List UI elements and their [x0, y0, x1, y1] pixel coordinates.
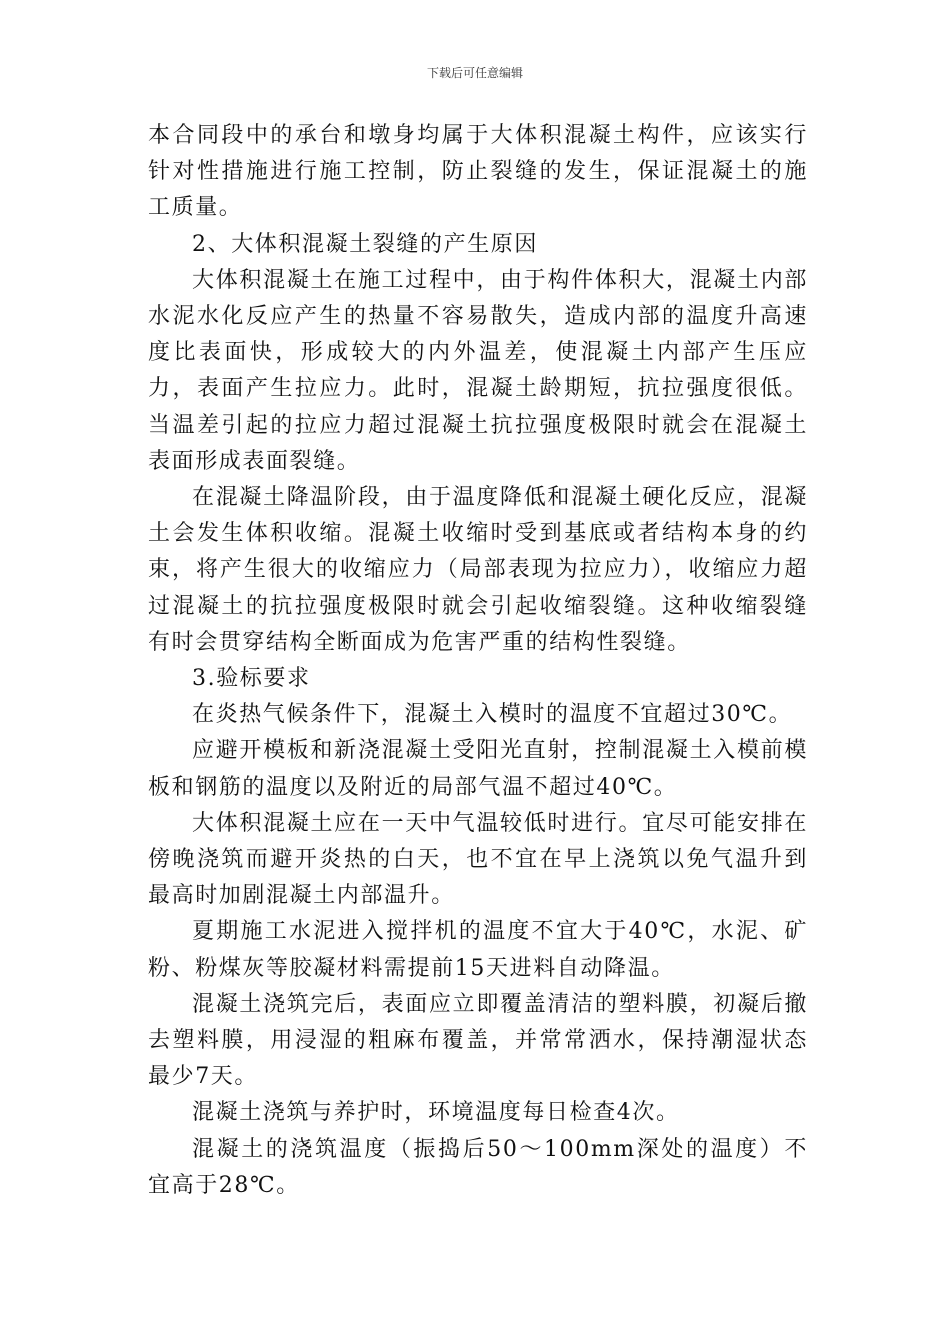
page-header: 下载后可任意编辑: [426, 66, 523, 80]
paragraph-cement-temperature: 夏期施工水泥进入搅拌机的温度不宜大于40℃，水泥、矿粉、粉煤灰等胶凝材料需提前15天进料自动降温。: [148, 919, 808, 981]
paragraph-temperature-checks: 混凝土浇筑与养护时，环境温度每日检查4次。: [192, 1100, 680, 1126]
paragraph-hot-weather-temperature: 在炎热气候条件下，混凝土入模时的温度不宜超过30℃。: [192, 702, 793, 728]
section-heading-acceptance-requirements: 3.验标要求: [192, 666, 311, 692]
paragraph-surface-cracks: 大体积混凝土在施工过程中，由于构件体积大，混凝土内部水泥水化反应产生的热量不容易散失，造成内部的温度升高速度比表面快，形成较大的内外温差，使混凝土内部产生压应力，表面产生拉应力。此时，混凝土龄期短，抗拉强度很低。当温差引起的拉应力超过混凝土抗拉强度极限时就会在混凝土表面形成表面裂缝。: [148, 267, 808, 474]
paragraph-intro-continuation: 本合同段中的承台和墩身均属于大体积混凝土构件，应该实行针对性措施进行施工控制，防止裂缝的发生，保证混凝土的施工质量。: [148, 123, 808, 221]
section-heading-crack-causes: 2、大体积混凝土裂缝的产生原因: [192, 231, 538, 257]
paragraph-pouring-temperature: 混凝土的浇筑温度（振捣后50～100mm深处的温度）不宜高于28℃。: [148, 1136, 808, 1198]
paragraph-pouring-time: 大体积混凝土应在一天中气温较低时进行。宜尽可能安排在傍晚浇筑而避开炎热的白天，也不宜在早上浇筑以免气温升到最高时加剧混凝土内部温升。: [148, 810, 808, 909]
paragraph-formwork-sunlight: 应避开模板和新浇混凝土受阳光直射，控制混凝土入模前模板和钢筋的温度以及附近的局部气温不超过40℃。: [148, 738, 808, 800]
document-body: [148, 118, 808, 1204]
paragraph-curing: 混凝土浇筑完后，表面应立即覆盖清洁的塑料膜，初凝后撤去塑料膜，用浸湿的粗麻布覆盖，并常常洒水，保持潮湿状态最少7天。: [148, 991, 808, 1090]
paragraph-shrinkage-cracks: 在混凝土降温阶段，由于温度降低和混凝土硬化反应，混凝土会发生体积收缩。混凝土收缩时受到基底或者结构本身的约束，将产生很大的收缩应力（局部表现为拉应力），收缩应力超过混凝土的抗拉强度极限时就会引起收缩裂缝。这种收缩裂缝有时会贯穿结构全断面成为危害严重的结构性裂缝。: [148, 485, 808, 655]
